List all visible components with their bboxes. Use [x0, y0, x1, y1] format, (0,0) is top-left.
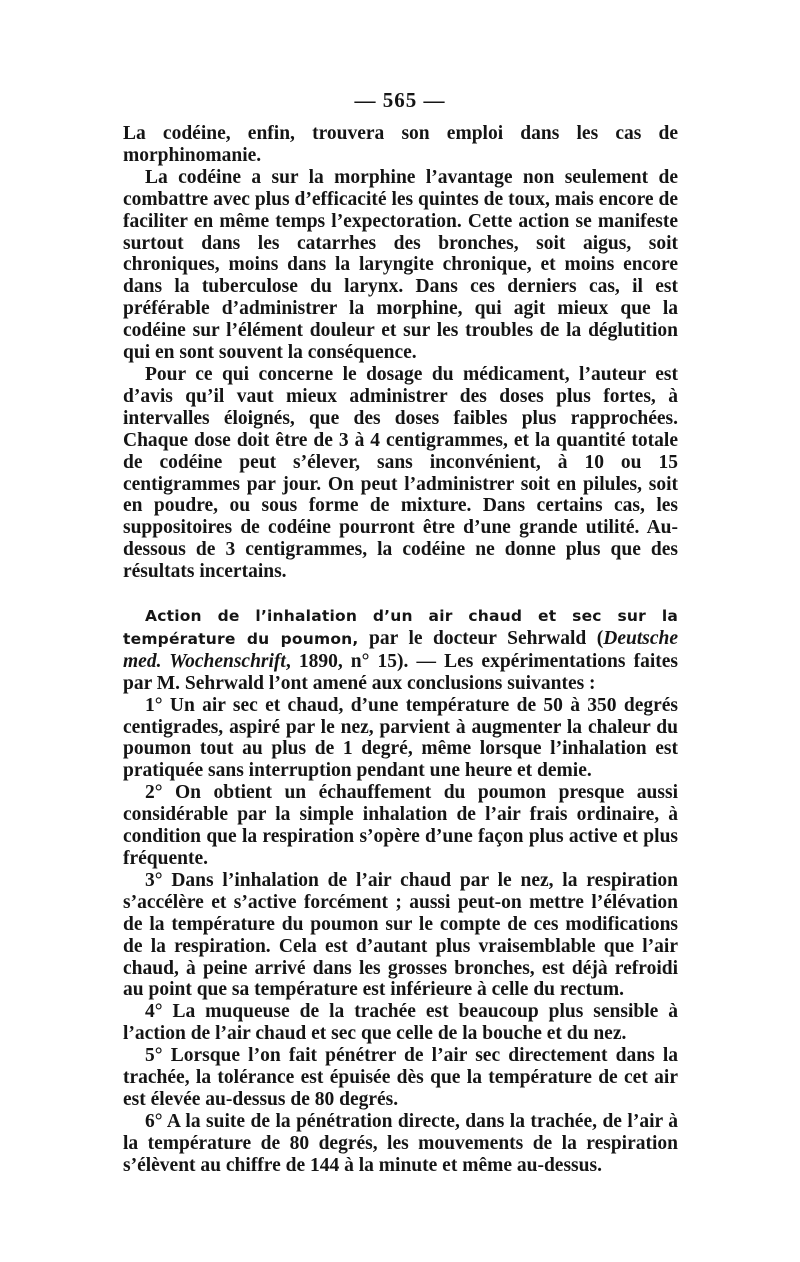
conclusion-item: 5° Lorsque l’on fait pénétrer de l’air sec directement dans la trachée, la tolérance est épuisée dès que la température de cet air est élevée au-dessus de 80 degrés. [123, 1045, 678, 1110]
conclusion-item: 3° Dans l’inhalation de l’air chaud par le nez, la respiration s’accélère et s’active forcément ; aussi peut-on mettre l’élévation de la température du poumon sur le compte de ces modifications de la respiration. Cela est d’autant plus vraisemblable que l’air chaud, à peine arrivé dans les grosses bronches, est déjà refroidi au point que sa température est inférieure à celle du rectum. [123, 869, 678, 1001]
paragraph-codeine-advantage: La codéine a sur la morphine l’avantage non seulement de combattre avec plus d’efficacité les quintes de toux, mais encore de faciliter en même temps l’expectoration. Cette action se manifeste surtout dans les catarrhes des bronches, soit aigus, soit chroniques, moins dans la laryngite chronique, et moins encore dans la tuberculose du larynx. Dans ces derniers cas, il est préférable d’administrer la morphine, qui agit mieux que la codéine sur l’élément douleur et sur les troubles de la déglutition qui en sont souvent la conséquence. [123, 166, 678, 364]
conclusion-item: 1° Un air sec et chaud, d’une température de 50 à 350 degrés centigrades, aspiré par le nez, parvient à augmenter la chaleur du poumon tout au plus de 1 degré, même lorsque l’inhalation est pratiquée sans interruption pendant une heure et demie. [123, 694, 678, 782]
article-heading: Action de l’inhalation d’un air chaud et sec sur la température du poumon, [123, 607, 678, 648]
article-author: par le docteur Sehrwald ( [358, 627, 604, 649]
conclusion-item: 2° On obtient un échauffement du poumon presque aussi considérable par la simple inhalation de l’air frais ordinaire, à condition que la respiration s’opère d’une façon plus active et plus fréquente. [123, 782, 678, 869]
conclusion-item: 6° A la suite de la pénétration directe, dans la trachée, de l’air à la température de 80 degrés, les mouvements de la respiration s’élèvent au chiffre de 144 à la minute et même au-dessus. [123, 1110, 678, 1176]
page-number: — 565 — [354, 88, 446, 112]
article-intro [123, 605, 678, 695]
paragraph-dosage: Pour ce qui concerne le dosage du médicament, l’auteur est d’avis qu’il vaut mieux administrer des doses plus fortes, à intervalles éloignés, que des doses faibles plus rapprochées. Chaque dose doit être de 3 à 4 centigrammes, et la quantité totale de codéine peut s’élever, sans inconvénient, à 10 ou 15 centigrammes par jour. On peut l’administrer soit en pilules, soit en poudre, ou sous forme de mixture. Dans certains cas, les suppositoires de codéine pourront être d’une grande utilité. Au-dessous de 3 centigrammes, la codéine ne donne plus que des résultats incertains. [123, 363, 678, 583]
journal-title: Deutsche med. Wochenschrift [123, 627, 678, 672]
paragraph-morphinomania [123, 123, 678, 167]
paragraph-text: La codéine, enfin, trouvera son emploi dans les cas de morphinomanie. [123, 123, 678, 166]
article-citation: , 1890, n° 15). — Les expérimentations faites par M. Sehrwald l’ont amené aux conclusions suivantes : [123, 650, 678, 694]
conclusion-item: 4° La muqueuse de la trachée est beaucoup plus sensible à l’action de l’air chaud et sec que celle de la bouche et du nez. [123, 1001, 678, 1045]
body-text [123, 123, 678, 1177]
